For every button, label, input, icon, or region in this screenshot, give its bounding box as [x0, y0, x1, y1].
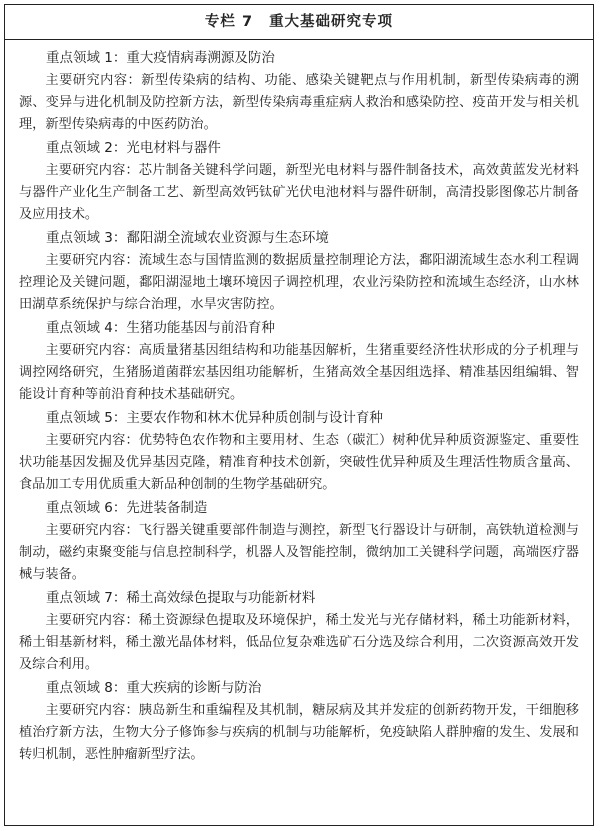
- focus-area-heading: 重点领域 4：生猪功能基因与前沿育种: [46, 320, 275, 336]
- focus-area-content: 主要研究内容：流域生态与国情监测的数据质量控制理论方法，鄱阳湖流域生态水利工程调控理论及关键问题，鄱阳湖湿地土壤环境因子调控机理，农业污染防控和流域生态经济，山水林田湖草系统保护与综合治理，水旱灾害防控。: [19, 253, 579, 312]
- focus-area-heading: 重点领域 1：重大疫情病毒溯源及防治: [46, 50, 275, 66]
- focus-area-heading: 重点领域 2：光电材料与器件: [46, 140, 221, 156]
- focus-area-content: 主要研究内容：稀土资源绿色提取及环境保护，稀土发光与光存储材料，稀土功能新材料，稀土钼基新材料，稀土激光晶体材料，低品位复杂难选矿石分选及综合利用，二次资源高效开发及综合利用。: [19, 613, 579, 672]
- focus-area-content: 主要研究内容：芯片制备关键科学问题，新型光电材料与器件制备技术，高效黄蓝发光材料与器件产业化生产制备工艺、新型高效钙钛矿光伏电池材料与器件研制，高清投影图像芯片制备及应用技术。: [19, 163, 579, 222]
- focus-area-8: [19, 678, 579, 766]
- special-column-box: [4, 4, 594, 826]
- focus-area-heading: 重点领域 6：先进装备制造: [46, 500, 208, 516]
- column-title: [5, 5, 593, 40]
- focus-area-1: [19, 48, 579, 136]
- focus-area-6: [19, 498, 579, 586]
- focus-area-3: [19, 228, 579, 316]
- column-number: 专栏 7: [204, 14, 254, 30]
- focus-area-heading: 重点领域 8：重大疾病的诊断与防治: [46, 680, 262, 696]
- focus-area-content: 主要研究内容：新型传染病的结构、功能、感染关键靶点与作用机制，新型传染病毒的溯源、变异与进化机制及防控新方法，新型传染病毒重症病人救治和感染防控、疫苗开发与相关机理，新型传染病毒的中医药防治。: [19, 73, 579, 132]
- focus-area-2: [19, 138, 579, 226]
- focus-area-content: 主要研究内容：胰岛新生和重编程及其机制，糖尿病及其并发症的创新药物开发，干细胞移植治疗新方法，生物大分子修饰参与疾病的机制与功能解析，免疫缺陷人群肿瘤的发生、发展和转归机制，恶性肿瘤新型疗法。: [19, 703, 579, 762]
- focus-area-4: [19, 318, 579, 406]
- focus-area-5: [19, 408, 579, 496]
- focus-area-content: 主要研究内容：飞行器关键重要部件制造与测控，新型飞行器设计与研制，高铁轨道检测与制动，磁约束聚变能与信息控制科学，机器人及智能控制，微纳加工关键科学问题，高端医疗器械与装备。: [19, 523, 579, 582]
- column-content: [5, 40, 593, 766]
- focus-area-heading: 重点领域 7：稀土高效绿色提取与功能新材料: [46, 590, 316, 606]
- focus-area-content: 主要研究内容：优势特色农作物和主要用材、生态（碳汇）树种优异种质资源鉴定、重要性状功能基因发掘及优异基因克隆，精准育种技术创新，突破性优异种质及生理活性物质含量高、食品加工专用优质重大新品种创制的生物学基础研究。: [19, 433, 579, 492]
- focus-area-7: [19, 588, 579, 676]
- focus-area-heading: 重点领域 3：鄱阳湖全流域农业资源与生态环境: [46, 230, 329, 246]
- focus-area-heading: 重点领域 5：主要农作物和林木优异种质创制与设计育种: [46, 410, 383, 426]
- focus-area-content: 主要研究内容：高质量猪基因组结构和功能基因解析，生猪重要经济性状形成的分子机理与调控网络研究，生猪肠道菌群宏基因组功能解析，生猪高效全基因组选择、精准基因组编辑、智能设计育种等前沿育种技术基础研究。: [19, 343, 579, 402]
- column-title-text: 重大基础研究专项: [269, 14, 394, 30]
